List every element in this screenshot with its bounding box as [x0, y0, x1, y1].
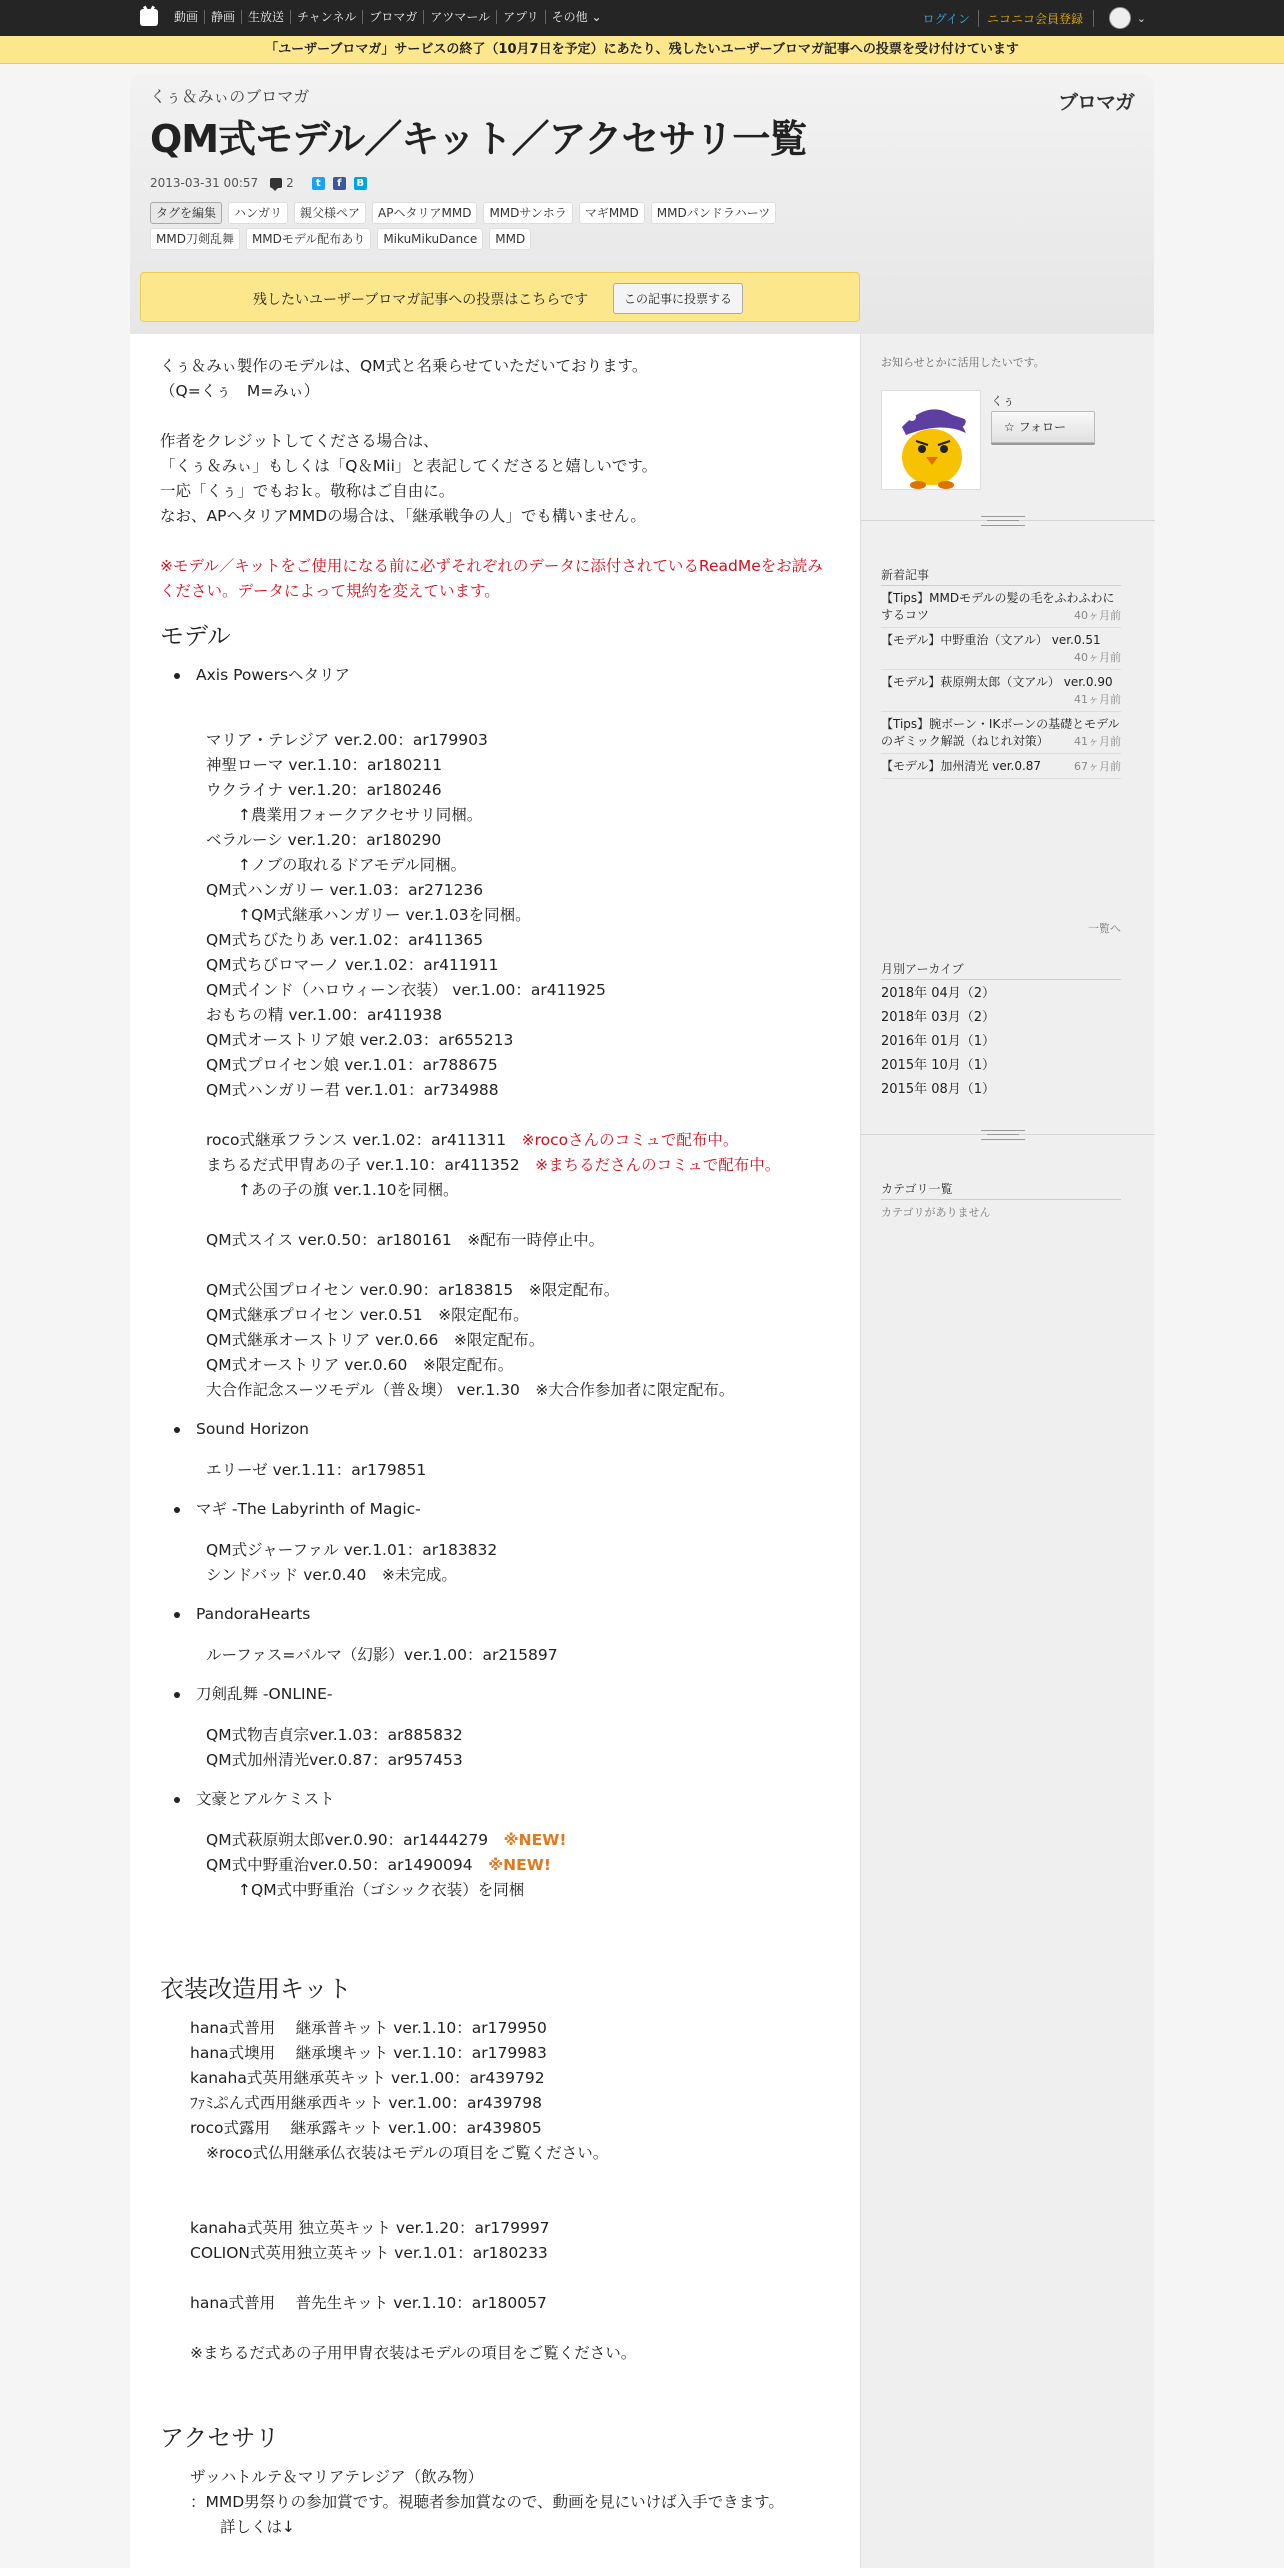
model-name: QM式ちびロマーノ ver.1.02： [206, 956, 424, 974]
intro-line: 一応「くぅ」でもおｋ。敬称はご自由に。 [160, 482, 455, 500]
sidebar-divider [861, 1124, 1155, 1146]
model-note: ↑QM式中野重治（ゴシック衣装）を同梱 [238, 1881, 525, 1899]
series-title: Axis Powersヘタリア [196, 666, 351, 684]
model-name: roco式継承フランス ver.1.02： [206, 1131, 432, 1149]
model-name: QM式加州清光ver.0.87： [206, 1751, 388, 1769]
nav-live[interactable]: 生放送 [241, 10, 290, 24]
model-line: シンドバッド ver.0.40 ※未完成。 [206, 1566, 457, 1584]
post-date: 2013-03-31 00:57 [150, 176, 259, 190]
model-link[interactable]: ar180246 [366, 781, 442, 799]
model-link[interactable]: ar411311 [431, 1131, 507, 1149]
kit-link[interactable]: ar180057 [471, 2294, 547, 2312]
kit-name: hana式普用 普先生キット ver.1.10： [190, 2294, 472, 2312]
model-line [196, 1538, 830, 1563]
model-line [196, 1643, 830, 1668]
archive-title: 月別アーカイブ [881, 960, 1121, 980]
nav-channel[interactable]: チャンネル [290, 10, 362, 24]
model-note: ↑農業用フォークアクセサリ同梱。 [238, 806, 483, 824]
list-item[interactable] [881, 586, 1121, 628]
global-nav-bar [0, 0, 1284, 36]
kit-line [190, 2066, 830, 2091]
model-link[interactable]: ar411925 [530, 981, 606, 999]
twitter-share-icon[interactable]: t [312, 177, 325, 190]
model-line [206, 778, 830, 803]
blog-name[interactable]: くぅ＆みぃのブロマガ [150, 87, 310, 106]
article-meta [150, 176, 367, 190]
model-link[interactable]: ar180211 [367, 756, 443, 774]
kit-name: ﾌｧﾐぷん式西用継承西キット ver.1.00： [190, 2094, 467, 2112]
readme-warning: ※モデル／キットをご使用になる前に必ずそれぞれのデータに添付されているReadMeをお読みください。データによって規約を変えています。 [160, 557, 823, 600]
nav-blomaga[interactable]: ブロマガ [362, 10, 423, 24]
tag-edit-button[interactable]: タグを編集 [150, 202, 222, 224]
model-name: QM式ちびたりあ ver.1.02： [206, 931, 409, 949]
follow-label: フォロー [1018, 420, 1066, 434]
model-name: 神聖ローマ ver.1.10： [206, 756, 368, 774]
model-link[interactable]: ar271236 [408, 881, 484, 899]
nav-seiga[interactable]: 静画 [204, 10, 241, 24]
archive-item[interactable]: 2018年 03月（2） [881, 1010, 996, 1025]
intro-line [160, 404, 830, 429]
niconico-tv-icon[interactable] [140, 9, 158, 26]
user-avatar-icon [1109, 7, 1131, 29]
tag-item[interactable]: APヘタリアMMD [372, 202, 477, 224]
model-link[interactable]: ar957453 [387, 1751, 463, 1769]
post-age: 67ヶ月前 [1074, 760, 1121, 773]
section-heading-model: モデル [160, 622, 231, 650]
kit-line [190, 2291, 830, 2316]
post-title: 【モデル】加州清光 ver.0.87 [881, 759, 1042, 773]
account-links [923, 10, 1094, 27]
vote-box [140, 272, 860, 322]
intro-line: なお、APヘタリアMMDの場合は、「継承戦争の人」でも構いません。 [160, 507, 646, 525]
model-line [206, 753, 830, 778]
list-item-hetalia [160, 663, 830, 1403]
status-note: ※限定配布。 [513, 1281, 620, 1299]
post-age: 41ヶ月前 [1074, 693, 1121, 706]
intro-line: （Q=くぅ M=みぃ） [160, 382, 320, 400]
model-link[interactable]: ar788675 [422, 1056, 498, 1074]
kit-name: COLION式英用独立英キット ver.1.01： [190, 2244, 473, 2262]
intro [160, 354, 830, 529]
sidebar [860, 334, 1154, 2568]
model-name: QM式中野重治ver.0.50： [206, 1856, 388, 1874]
model-line [206, 1053, 830, 1078]
list-item[interactable] [881, 670, 1121, 712]
model-line [206, 978, 830, 1003]
kit-link[interactable]: ar439798 [466, 2094, 543, 2112]
article-body [130, 334, 860, 2568]
kit-name: kanaha式英用 独立英キット ver.1.20： [190, 2219, 475, 2237]
page-title: QM式モデル／キット／アクセサリ一覧 [150, 117, 807, 161]
model-line [206, 1028, 830, 1053]
list-item-sound-horizon [160, 1417, 830, 1483]
model-line: QM式継承プロイセン ver.0.51 ※限定配布。 [206, 1306, 529, 1324]
post-title: 【Tips】腕ボーン・IKボーンの基礎とモデルのギミック解説（ねじれ対策） [881, 717, 1120, 748]
comment-count[interactable]: 2 [286, 176, 294, 190]
nav-app[interactable]: アプリ [496, 10, 545, 24]
model-list [160, 663, 830, 1903]
model-link[interactable]: ar215897 [482, 1646, 558, 1664]
model-link[interactable]: ar183832 [422, 1541, 498, 1559]
kit-link[interactable]: ar439792 [469, 2069, 545, 2087]
post-age: 40ヶ月前 [1074, 651, 1121, 664]
intro-line: 「くぅ＆みぃ」もしくは「Q＆Mii」と表記してくださると嬉しいです。 [160, 457, 658, 475]
kit-name: hana式墺用 継承墺キット ver.1.10： [190, 2044, 472, 2062]
new-posts-title: 新着記事 [881, 566, 1121, 586]
model-entries [196, 728, 830, 1403]
blomaga-logo[interactable]: ブロマガ [1058, 90, 1134, 114]
nav-atsumaru[interactable]: アツマール [423, 10, 496, 24]
page-container [130, 74, 1154, 2568]
model-link[interactable]: ar180161 [376, 1231, 452, 1249]
more-posts-link[interactable]: 一覧へ [1088, 922, 1121, 935]
article-header [130, 74, 1154, 334]
archive-list [881, 982, 1121, 1102]
model-note: ↑あの子の旗 ver.1.10を同梱。 [238, 1181, 459, 1199]
tag-item[interactable]: MMD刀剣乱舞 [150, 228, 240, 250]
model-line [206, 928, 830, 953]
service-nav [168, 10, 608, 24]
star-icon: ☆ [1004, 420, 1015, 434]
kit-list [160, 2016, 830, 2366]
accessory-list [160, 2465, 830, 2540]
new-posts-list [881, 586, 1121, 779]
vote-text: 残したいユーザーブロマガ記事への投票はこちらです [253, 292, 589, 308]
model-name: QM式物吉貞宗ver.1.03： [206, 1726, 388, 1744]
model-line [206, 953, 830, 978]
model-name: ウクライナ ver.1.20： [206, 781, 367, 799]
list-item[interactable] [881, 628, 1121, 670]
model-line [196, 1458, 830, 1483]
follow-button[interactable] [991, 411, 1095, 443]
nav-video[interactable]: 動画 [174, 10, 199, 24]
kit-name: roco式露用 継承露キット ver.1.00： [190, 2119, 467, 2137]
model-line [206, 1278, 830, 1303]
intro-line: くぅ＆みぃ製作のモデルは、QM式と名乗らせていただいております。 [160, 357, 648, 375]
new-badge: ※NEW! [503, 1831, 567, 1849]
tag-list [150, 202, 870, 250]
kit-name: hana式普用 継承普キット ver.1.10： [190, 2019, 472, 2037]
chevron-down-icon: ⌄ [1136, 11, 1146, 25]
tag-item[interactable]: MMDサンホラ [483, 202, 572, 224]
accessory-line: 詳しくは↓ [220, 2518, 295, 2536]
series-title: PandoraHearts [196, 1605, 311, 1623]
model-name: QM式プロイセン娘 ver.1.01： [206, 1056, 423, 1074]
model-link[interactable]: ar180290 [366, 831, 442, 849]
nav-more-label: その他 [551, 10, 588, 24]
distribution-note: ※まちるださんのコミュで配布中。 [535, 1156, 781, 1174]
category-empty: カテゴリがありません [881, 1206, 991, 1219]
post-age: 41ヶ月前 [1074, 735, 1121, 748]
kit-note: ※まちるだ式あの子用甲冑衣装はモデルの項目をご覧ください。 [190, 2344, 637, 2362]
kit-link[interactable]: ar179997 [474, 2219, 550, 2237]
vote-button[interactable]: この記事に投票する [613, 283, 743, 314]
kit-line [190, 2216, 830, 2241]
chevron-down-icon: ⌄ [591, 10, 602, 24]
series-title: Sound Horizon [196, 1420, 309, 1438]
list-item-touken [160, 1682, 830, 1773]
model-line [206, 728, 830, 753]
model-link[interactable]: ar1490094 [387, 1856, 473, 1874]
post-title: 【モデル】萩原朔太郎（文アル） ver.0.90 [881, 675, 1113, 689]
model-note: ↑QM式継承ハンガリー ver.1.03を同梱。 [238, 906, 531, 924]
series-title: 刀剣乱舞 -ONLINE- [196, 1685, 333, 1703]
model-name: QM式オーストリア娘 ver.2.03： [206, 1031, 439, 1049]
accessory-line: ：MMD男祭りの参加賞です。視聴者参加賞なので、動画を見にいけば入手できます。 [190, 2493, 784, 2511]
model-line [206, 1003, 830, 1028]
model-line [196, 1828, 830, 1853]
new-badge: ※NEW! [488, 1856, 551, 1874]
status-note: ※配布一時停止中。 [451, 1231, 605, 1249]
model-line: 大合作記念スーツモデル（普＆墺） ver.1.30 ※大合作参加者に限定配布。 [206, 1381, 735, 1399]
login-link[interactable]: ログイン [923, 10, 979, 27]
list-item-magi [160, 1497, 830, 1588]
nav-more[interactable] [545, 10, 608, 24]
model-line [196, 1853, 830, 1878]
accessory-line: ザッハトルテ＆マリアテレジア（飲み物） [190, 2468, 484, 2486]
list-item[interactable] [881, 754, 1121, 779]
post-age: 40ヶ月前 [1074, 609, 1121, 622]
model-note: ↑ノブの取れるドアモデル同梱。 [238, 856, 467, 874]
model-line [196, 1748, 830, 1773]
intro-line: 作者をクレジットしてくださる場合は、 [160, 432, 439, 450]
tag-item[interactable]: ハンガリ [228, 202, 288, 224]
model-name: エリーゼ ver.1.11： [206, 1461, 352, 1479]
section-heading-kit: 衣装改造用キット [160, 1975, 352, 2003]
register-link[interactable]: ニコニコ会員登録 [987, 10, 1094, 27]
model-line [206, 1228, 830, 1253]
model-link[interactable]: ar183815 [438, 1281, 514, 1299]
model-line: QM式継承オーストリア ver.0.66 ※限定配布。 [206, 1331, 545, 1349]
list-item-pandora [160, 1602, 830, 1668]
model-link[interactable]: ar655213 [438, 1031, 514, 1049]
chick-avatar-icon [882, 391, 981, 490]
user-menu[interactable] [1109, 7, 1146, 29]
sidebar-username[interactable]: くぅ [991, 394, 1015, 408]
archive-item[interactable]: 2016年 01月（1） [881, 1034, 996, 1049]
kit-link[interactable]: ar179950 [471, 2019, 547, 2037]
kit-link[interactable]: ar439805 [466, 2119, 542, 2137]
post-title: 【Tips】MMDモデルの髪の毛をふわふわにするコツ [881, 591, 1115, 622]
model-name: マリア・テレジア ver.2.00： [206, 731, 413, 749]
model-line [206, 878, 830, 903]
kit-name: kanaha式英用継承英キット ver.1.00： [190, 2069, 470, 2087]
model-name: ベラルーシ ver.1.20： [206, 831, 367, 849]
model-link[interactable]: ar885832 [387, 1726, 463, 1744]
model-name: QM式ハンガリー君 ver.1.01： [206, 1081, 424, 1099]
model-name: まちるだ式甲冑あの子 ver.1.10： [206, 1156, 445, 1174]
kit-line [190, 2016, 830, 2041]
model-line [206, 1153, 830, 1178]
archive-item[interactable]: 2015年 08月（1） [881, 1082, 996, 1097]
kit-line [190, 2116, 830, 2141]
model-link[interactable]: ar411938 [367, 1006, 443, 1024]
hatena-bookmark-icon[interactable]: B [354, 177, 367, 190]
model-name: QM式スイス ver.0.50： [206, 1231, 377, 1249]
tag-item[interactable]: MMDパンドラハーツ [651, 202, 776, 224]
model-name: QM式萩原朔太郎ver.0.90： [206, 1831, 404, 1849]
list-item-bungo [160, 1787, 830, 1903]
kit-line [190, 2241, 830, 2266]
post-title: 【モデル】中野重治（文アル） ver.0.51 [881, 633, 1101, 647]
tag-item[interactable]: 親父様ペア [294, 202, 366, 224]
kit-line [190, 2041, 830, 2066]
model-line: QM式オーストリア ver.0.60 ※限定配布。 [206, 1356, 514, 1374]
model-link[interactable]: ar734988 [423, 1081, 499, 1099]
service-end-notice: 「ユーザーブロマガ」サービスの終了（10月7日を予定）にあたり、残したいユーザーブロマガ記事への投票を受け付けています [0, 36, 1284, 64]
model-name: QM式ハンガリー ver.1.03： [206, 881, 409, 899]
model-link[interactable]: ar411352 [444, 1156, 520, 1174]
model-link[interactable]: ar411365 [408, 931, 484, 949]
tag-item[interactable]: マギMMD [579, 202, 645, 224]
kit-link[interactable]: ar179983 [471, 2044, 547, 2062]
model-line [206, 1078, 830, 1103]
kit-line [190, 2091, 830, 2116]
model-line [196, 1723, 830, 1748]
model-link[interactable]: ar179851 [351, 1461, 427, 1479]
tag-item[interactable]: MMD [489, 228, 531, 250]
archive-item[interactable]: 2015年 10月（1） [881, 1058, 996, 1073]
kit-link[interactable]: ar180233 [472, 2244, 548, 2262]
kit-note: ※roco式仏用継承仏衣装はモデルの項目をご覧ください。 [206, 2144, 609, 2162]
category-title: カテゴリ一覧 [881, 1180, 1121, 1200]
model-name: ルーファス=バルマ（幻影）ver.1.00： [206, 1646, 483, 1664]
sidebar-note: お知らせとかに活用したいです。 [881, 356, 1045, 369]
model-line [206, 828, 830, 853]
facebook-share-icon[interactable]: f [333, 177, 346, 190]
tag-item[interactable]: MikuMikuDance [377, 228, 483, 250]
model-line [206, 1128, 830, 1153]
distribution-note: ※rocoさんのコミュで配布中。 [521, 1131, 739, 1149]
tag-item[interactable]: MMDモデル配布あり [246, 228, 371, 250]
series-title: 文豪とアルケミスト [196, 1790, 335, 1808]
model-name: QM式インド（ハロウィーン衣装） ver.1.00： [206, 981, 531, 999]
model-name: QM式ジャーファル ver.1.01： [206, 1541, 423, 1559]
series-title: マギ -The Labyrinth of Magic- [196, 1500, 421, 1518]
comment-icon [270, 178, 282, 188]
model-link[interactable]: ar179903 [412, 731, 488, 749]
archive-item[interactable]: 2018年 04月（2） [881, 986, 996, 1001]
avatar[interactable] [881, 390, 981, 490]
model-name: おもちの精 ver.1.00： [206, 1006, 368, 1024]
section-heading-accessory: アクセサリ [160, 2424, 280, 2452]
list-item[interactable] [881, 712, 1121, 754]
model-link[interactable]: ar1444279 [403, 1831, 489, 1849]
model-link[interactable]: ar411911 [423, 956, 499, 974]
model-name: QM式公国プロイセン ver.0.90： [206, 1281, 439, 1299]
sidebar-divider [861, 510, 1155, 532]
